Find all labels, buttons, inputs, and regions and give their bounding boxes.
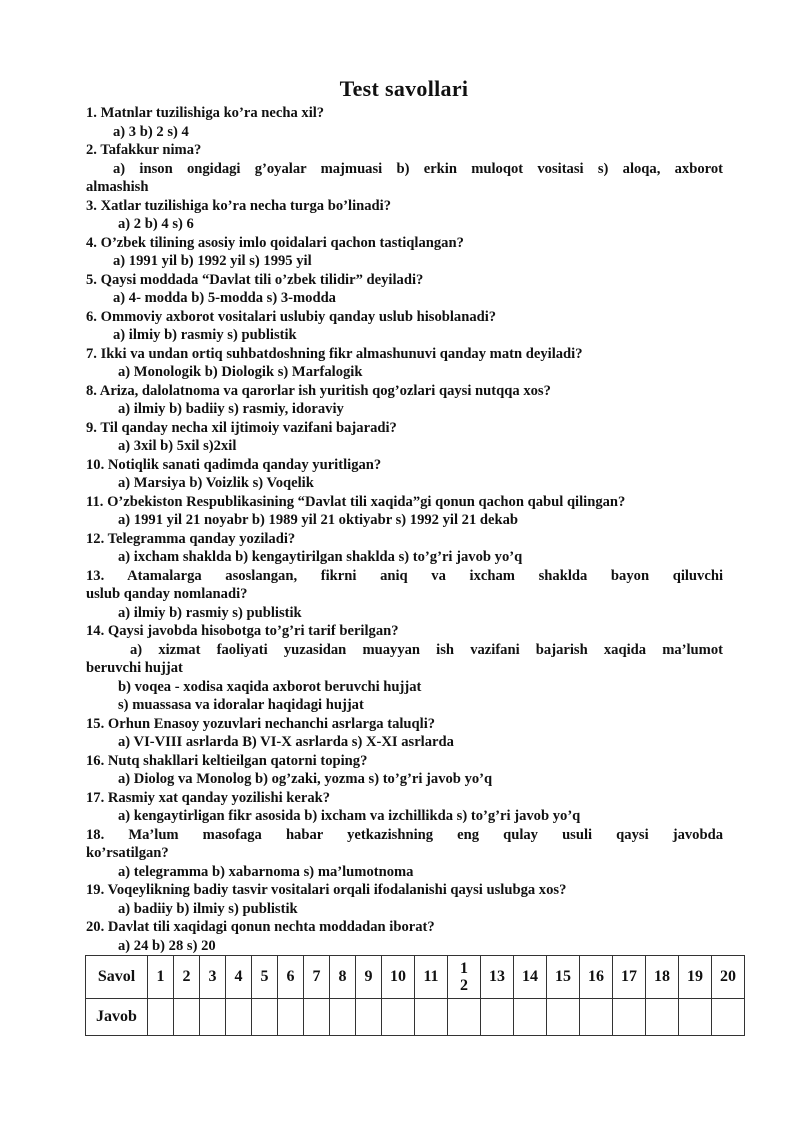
answers-10: a) Marsiya b) Voizlik s) Voqelik: [118, 475, 314, 491]
savol-number-12-top: 1: [460, 959, 468, 977]
question-8: 8. Ariza, dalolatnoma va qarorlar ish yuritish qog’ozlari qaysi nutqqa xos?: [86, 383, 551, 399]
savol-number: 2: [174, 956, 200, 999]
answer-14a-cont: beruvchi hujjat: [86, 660, 183, 676]
answers-1: a) 3 b) 2 s) 4: [113, 124, 189, 140]
javob-cell[interactable]: [646, 999, 679, 1036]
answers-4: a) 1991 yil b) 1992 yil s) 1995 yil: [113, 253, 312, 269]
question-18-cont: ko’rsatilgan?: [86, 845, 169, 861]
savol-number: 15: [547, 956, 580, 999]
javob-cell[interactable]: [174, 999, 200, 1036]
javob-cell[interactable]: [226, 999, 252, 1036]
savol-number: 5: [252, 956, 278, 999]
table-row-savol: [86, 956, 745, 999]
answer-table: [85, 955, 745, 1036]
savol-number: 1: [148, 956, 174, 999]
question-1: 1. Matnlar tuzilishiga ko’ra necha xil?: [86, 105, 325, 121]
answers-15: a) VI-VIII asrlarda B) VI-X asrlarda s) X-XI asrlarda: [118, 734, 454, 750]
question-15: 15. Orhun Enasoy yozuvlari nechanchi asrlarga taluqli?: [86, 716, 436, 732]
savol-number: 4: [226, 956, 252, 999]
question-17: 17. Rasmiy xat qanday yozilishi kerak?: [86, 790, 331, 806]
savol-number: 8: [330, 956, 356, 999]
javob-cell[interactable]: [481, 999, 514, 1036]
javob-cell[interactable]: [278, 999, 304, 1036]
answer-14c: s) muassasa va idoralar haqidagi hujjat: [118, 697, 364, 713]
answers-7: a) Monologik b) Diologik s) Marfalogik: [118, 364, 363, 380]
javob-cell[interactable]: [356, 999, 382, 1036]
question-19: 19. Voqeylikning badiy tasvir vositalari orqali ifodalanishi qaysi uslubga xos?: [86, 882, 567, 898]
savol-number: 6: [278, 956, 304, 999]
javob-cell[interactable]: [200, 999, 226, 1036]
savol-number: 19: [679, 956, 712, 999]
savol-number: 10: [382, 956, 415, 999]
answers-12: a) ixcham shaklda b) kengaytirilgan shaklda s) to’g’ri javob yo’q: [118, 549, 523, 565]
savol-label: Savol: [86, 956, 148, 999]
javob-cell[interactable]: [712, 999, 745, 1036]
question-14: 14. Qaysi javobda hisobotga to’g’ri tarif berilgan?: [86, 623, 399, 639]
javob-cell[interactable]: [148, 999, 174, 1036]
savol-number: 3: [200, 956, 226, 999]
answers-5: a) 4- modda b) 5-modda s) 3-modda: [113, 290, 336, 306]
savol-number: 9: [356, 956, 382, 999]
javob-cell[interactable]: [679, 999, 712, 1036]
javob-cell[interactable]: [304, 999, 330, 1036]
answers-9: a) 3xil b) 5xil s)2xil: [118, 438, 237, 454]
question-13-cont: uslub qanday nomlanadi?: [86, 586, 248, 602]
answers-17: a) kengaytirligan fikr asosida b) ixcham va izchillikda s) to’g’ri javob yo’q: [118, 808, 581, 824]
savol-number: 16: [580, 956, 613, 999]
question-4: 4. O’zbek tilining asosiy imlo qoidalari qachon tastiqlangan?: [86, 235, 464, 251]
savol-number: 14: [514, 956, 547, 999]
answers-6: a) ilmiy b) rasmiy s) publistik: [113, 327, 297, 343]
savol-number: 18: [646, 956, 679, 999]
javob-cell[interactable]: [252, 999, 278, 1036]
savol-number: 13: [481, 956, 514, 999]
savol-number-12-bottom: 2: [460, 976, 468, 994]
answers-3: a) 2 b) 4 s) 6: [118, 216, 194, 232]
savol-number: 17: [613, 956, 646, 999]
question-13: 13. Atamalarga asoslangan, fikrni aniq va ixcham shaklda bayon qiluvchi: [86, 568, 723, 584]
savol-number: 11: [415, 956, 448, 999]
question-12: 12. Telegramma qanday yoziladi?: [86, 531, 296, 547]
question-2: 2. Tafakkur nima?: [86, 142, 202, 158]
javob-label: Javob: [86, 999, 148, 1036]
question-16: 16. Nutq shakllari keltieilgan qatorni toping?: [86, 753, 368, 769]
javob-cell[interactable]: [514, 999, 547, 1036]
javob-cell[interactable]: [330, 999, 356, 1036]
page-title: Test savollari: [339, 76, 469, 101]
question-20: 20. Davlat tili xaqidagi qonun nechta moddadan iborat?: [86, 919, 435, 935]
javob-cell[interactable]: [382, 999, 415, 1036]
javob-cell[interactable]: [613, 999, 646, 1036]
question-11: 11. O’zbekiston Respublikasining “Davlat tili xaqida”gi qonun qachon qabul qilingan?: [86, 494, 626, 510]
answer-14a: a) xizmat faoliyati yuzasidan muayyan ish vazifani bajarish xaqida ma’lumot: [130, 642, 723, 658]
answers-19: a) badiiy b) ilmiy s) publistik: [118, 901, 298, 917]
question-7: 7. Ikki va undan ortiq suhbatdoshning fikr almashunuvi qanday matn deyiladi?: [86, 346, 583, 362]
answers-11: a) 1991 yil 21 noyabr b) 1989 yil 21 oktiyabr s) 1992 yil 21 dekab: [118, 512, 519, 528]
question-6: 6. Ommoviy axborot vositalari uslubiy qanday uslub hisoblanadi?: [86, 309, 497, 325]
savol-number: 7: [304, 956, 330, 999]
javob-cell[interactable]: [415, 999, 448, 1036]
question-10: 10. Notiqlik sanati qadimda qanday yuritligan?: [86, 457, 382, 473]
answers-18: a) telegramma b) xabarnoma s) ma’lumotnoma: [118, 864, 414, 880]
savol-number: 20: [712, 956, 745, 999]
answers-8: a) ilmiy b) badiiy s) rasmiy, idoraviy: [118, 401, 344, 417]
answers-2-cont: almashish: [86, 179, 149, 195]
javob-cell[interactable]: [547, 999, 580, 1036]
savol-number-12: [448, 956, 481, 999]
table-row-javob: [86, 999, 745, 1036]
answers-16: a) Diolog va Monolog b) og’zaki, yozma s) to’g’ri javob yo’q: [118, 771, 493, 787]
answer-14b: b) voqea - xodisa xaqida axborot beruvchi hujjat: [118, 679, 422, 695]
answers-13: a) ilmiy b) rasmiy s) publistik: [118, 605, 302, 621]
javob-cell[interactable]: [580, 999, 613, 1036]
question-5: 5. Qaysi moddada “Davlat tili o’zbek tilidir” deyiladi?: [86, 272, 424, 288]
question-9: 9. Til qanday necha xil ijtimoiy vazifani bajaradi?: [86, 420, 397, 436]
answers-20: a) 24 b) 28 s) 20: [118, 938, 216, 954]
javob-cell[interactable]: [448, 999, 481, 1036]
answers-2: a) inson ongidagi g’oyalar majmuasi b) erkin muloqot vositasi s) aloqa, axborot: [113, 161, 723, 177]
question-3: 3. Xatlar tuzilishiga ko’ra necha turga bo’linadi?: [86, 198, 392, 214]
question-18: 18. Ma’lum masofaga habar yetkazishning eng qulay usuli qaysi javobda: [86, 827, 723, 843]
